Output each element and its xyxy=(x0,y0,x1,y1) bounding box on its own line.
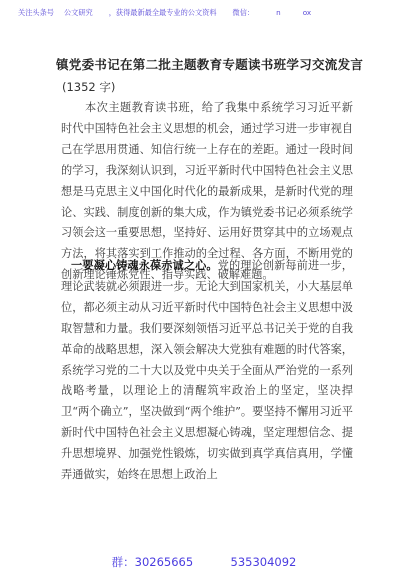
promo-text: ，获得最新最全最专业的公文资料 xyxy=(108,8,217,17)
paragraph-intro: 本次主题教育读书班，给了我集中系统学习习近平新时代中国特色社会主义思想的机会，通过学习进一步审视自己在学思用贯通、知信行统一上存在的差距。通过一段时间的学习，我深刻认识到，习近平新时代中国特色社会主义思想是马克思主义中国化时代化的最新成果，是新时代党的理论、实践、制度创新的集大成，作为镇党委书记必须系统学习领会这一重要思想，坚持好、运用好贯穿其中的立场观点方法，将其落实到工作推动的全过程、各方面，不断用党的创新理论锤炼党性、指导实践、破解难题。 xyxy=(61,101,353,282)
footer-contact xyxy=(0,554,408,570)
official-doc-research-link[interactable]: 公文研究 xyxy=(63,8,93,17)
qq-group-link-2[interactable]: 535304092 xyxy=(230,555,297,569)
section-body: 党的理论创新每前进一步，理论武装就必须跟进一步。无论大到国家机关，小大基层单位，都必须主动从习近平新时代中国特色社会主义思想中汲取智慧和力量。我们要深刻领悟习近平总书记关于党的自我革命的战略思想，深入领会解决大党独有难题的时代答案，系统学习党的二十大以及党中央关于全面从严治党的一系列战略考量，以理论上的清醒筑牢政治上的坚定，坚决捍卫“两个确立”，坚决做到“两个维护”。要坚持不懈用习近平新时代中国特色社会主义思想凝心铸魂，坚定理想信念、提升思想境界、加强党性锻炼，切实做到真学真信真用，学懂弄通做实，始终在思想上政治上 xyxy=(61,259,353,482)
document-title: 镇党委书记在第二批主题教育专题读书班学习交流发言 xyxy=(56,57,364,72)
toutiao-link[interactable]: 关注头条号 xyxy=(18,8,54,17)
word-count: (1352 字) xyxy=(62,80,116,94)
paragraph-section-one xyxy=(61,256,353,486)
section-heading: 一要凝心铸魂永葆赤诚之心。 xyxy=(71,259,218,272)
wechat-id-part2: ox xyxy=(302,8,312,17)
wechat-id-part1: n xyxy=(276,8,281,17)
header-links xyxy=(18,8,311,18)
wechat-label: 微信： xyxy=(232,8,255,17)
qq-group-link[interactable]: 群：30265665 xyxy=(111,555,194,569)
